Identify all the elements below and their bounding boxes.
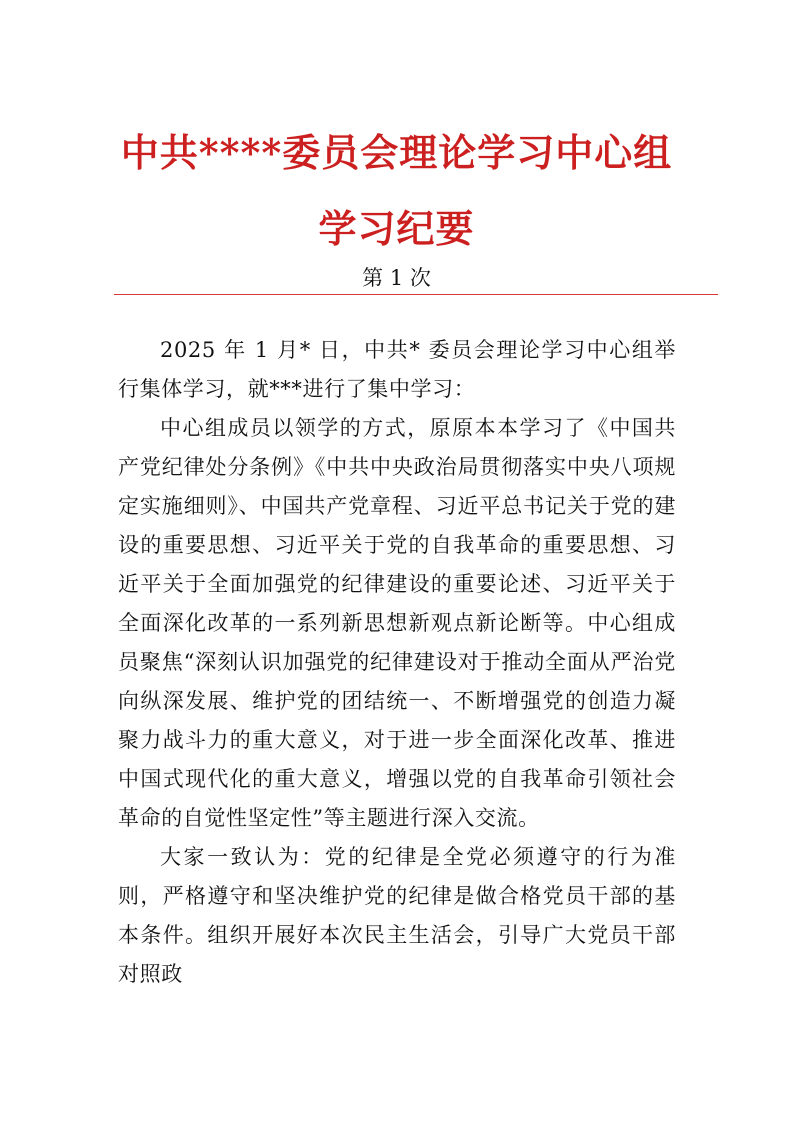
paragraph-2: 中心组成员以领学的方式，原原本本学习了《中国共产党纪律处分条例》《中共中央政治局贯彻落实中央八项规定实施细则》、中国共产党章程、习近平总书记关于党的建设的重要思想、习近平关于党的自我革命的重要思想、习近平关于全面加强党的纪律建设的重要论述、习近平关于全面深化改革的一系列新思想新观点新论断等。中心组成员聚焦“深刻认识加强党的纪律建设对于推动全面从严治党向纵深发展、维护党的团结统一、不断增强党的创造力凝聚力战斗力的重大意义，对于进一步全面深化改革、推进中国式现代化的重大意义，增强以党的自我革命引领社会革命的自觉性坚定性”等主题进行深入交流。 — [118, 416, 676, 830]
document-title-line-2: 学习纪要 — [318, 206, 475, 251]
issue-number: 第 1 次 — [362, 266, 431, 290]
document-body — [118, 331, 676, 994]
paragraph-1: 2025 年 1 月* 日，中共* 委员会理论学习中心组举行集体学习，就***进行了集中学习： — [118, 338, 676, 401]
header-divider — [114, 294, 718, 295]
paragraph-3: 大家一致认为：党的纪律是全党必须遵守的行为准则，严格遵守和坚决维护党的纪律是做合格党员干部的基本条件。组织开展好本次民主生活会，引导广大党员干部对照政 — [118, 845, 676, 986]
document-title-line-1: 中共****委员会理论学习中心组 — [120, 130, 673, 175]
